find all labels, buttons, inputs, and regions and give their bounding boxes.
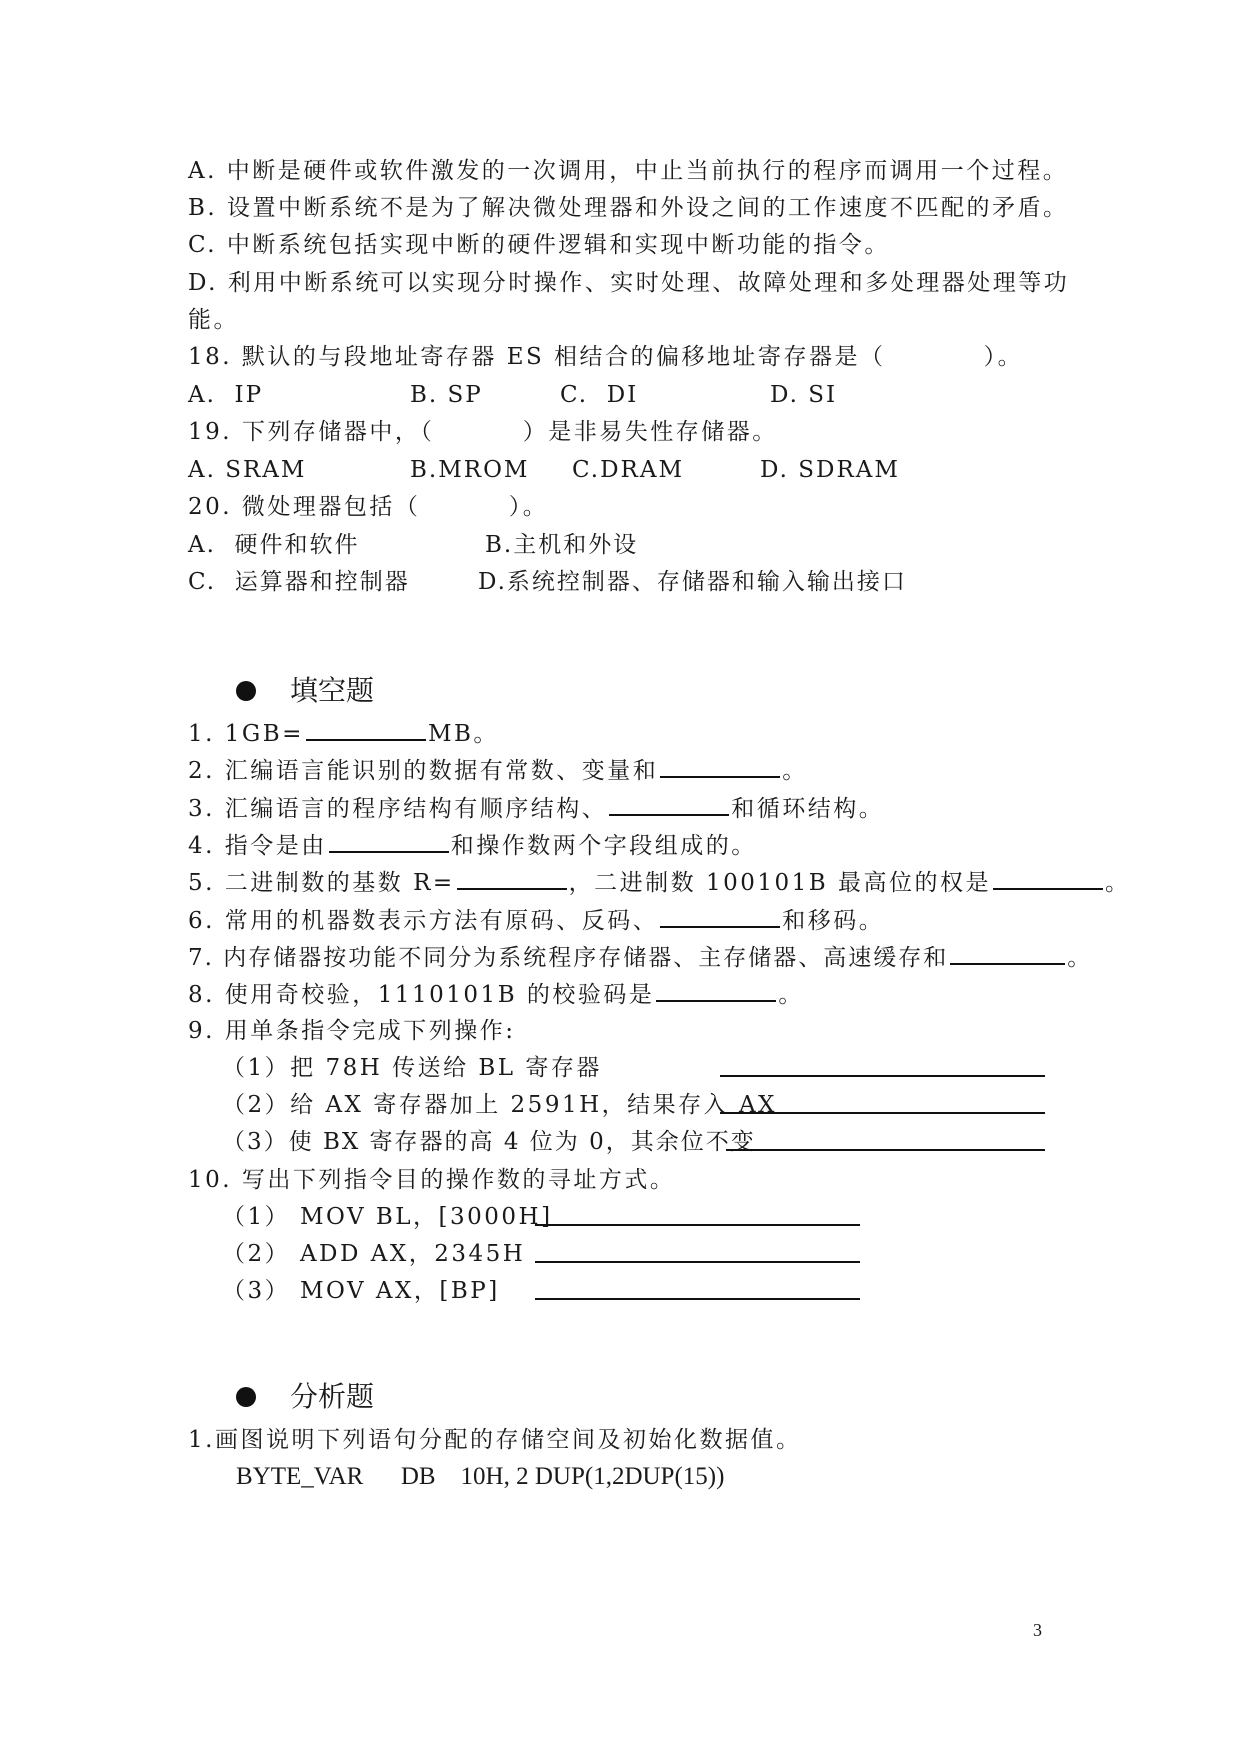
fill-q9-2: （2）给 AX 寄存器加上 2591H，结果存入 AX <box>222 1092 777 1118</box>
answer-line[interactable] <box>720 1112 1045 1114</box>
answer-line[interactable] <box>535 1298 860 1300</box>
fill-q5: 5. 二进制数的基数 R= ，二进制数 100101B 最高位的权是 。 <box>188 866 1130 898</box>
answer-blank[interactable] <box>950 941 1065 965</box>
fill-q9: 9. 用单条指令完成下列操作: <box>188 1018 516 1044</box>
answer-blank[interactable] <box>993 866 1103 890</box>
q18-stem: 18. 默认的与段地址寄存器 ES 相结合的偏移地址寄存器是（ ）。 <box>188 344 1024 370</box>
answer-line[interactable] <box>720 1075 1045 1077</box>
answer-line[interactable] <box>535 1224 860 1226</box>
analysis-section-title: 分析题 <box>290 1380 375 1413</box>
fill-q2: 2. 汇编语言能识别的数据有常数、变量和 。 <box>188 754 808 786</box>
analysis-q1: 1.画图说明下列语句分配的存储空间及初始化数据值。 <box>188 1427 802 1453</box>
q18-option-c: C. DI <box>560 382 639 408</box>
fill-q6: 6. 常用的机器数表示方法有原码、反码、 和移码。 <box>188 904 884 936</box>
q19-option-a: A. SRAM <box>188 457 307 483</box>
q18-option-d: D. SI <box>770 382 838 408</box>
q19-option-b: B.MROM <box>410 457 530 483</box>
answer-blank[interactable] <box>306 717 426 741</box>
answer-line[interactable] <box>535 1261 860 1263</box>
q18-option-b: B. SP <box>410 382 483 408</box>
page-number: 3 <box>1033 1620 1042 1640</box>
analysis-code-line: BYTE_VAR DB 10H, 2 DUP(1,2DUP(15)) <box>236 1463 725 1490</box>
answer-blank[interactable] <box>609 792 729 816</box>
answer-blank[interactable] <box>457 866 567 890</box>
fill-q9-3: （3）使 BX 寄存器的高 4 位为 0，其余位不变 <box>222 1129 756 1155</box>
q17-option-d: D. 利用中断系统可以实现分时操作、实时处理、故障处理和多处理器处理等功 <box>188 270 1070 296</box>
fill-section-title: 填空题 <box>290 674 375 707</box>
answer-blank[interactable] <box>660 904 780 928</box>
q17-option-c: C. 中断系统包括实现中断的硬件逻辑和实现中断功能的指令。 <box>188 232 890 258</box>
q20-option-a: A. 硬件和软件 <box>188 532 360 558</box>
fill-q1: 1. 1GB= MB。 <box>188 717 499 749</box>
q17-option-d-continued: 能。 <box>188 307 239 333</box>
fill-q10: 10. 写出下列指令目的操作数的寻址方式。 <box>188 1167 676 1193</box>
q17-option-b: B. 设置中断系统不是为了解决微处理器和外设之间的工作速度不匹配的矛盾。 <box>188 195 1069 221</box>
fill-q4: 4. 指令是由 和操作数两个字段组成的。 <box>188 829 757 861</box>
bullet-icon <box>236 1387 256 1407</box>
answer-blank[interactable] <box>660 754 780 778</box>
q17-option-a: A. 中断是硬件或软件激发的一次调用，中止当前执行的程序而调用一个过程。 <box>188 158 1069 184</box>
answer-line[interactable] <box>726 1149 1045 1151</box>
fill-q10-1: （1） MOV BL，[3000H] <box>222 1204 553 1230</box>
q19-option-d: D. SDRAM <box>760 457 900 483</box>
fill-q8: 8. 使用奇校验，1110101B 的校验码是 。 <box>188 978 804 1010</box>
answer-blank[interactable] <box>329 829 449 853</box>
fill-q10-2: （2） ADD AX，2345H <box>222 1241 526 1267</box>
q20-option-c: C. 运算器和控制器 <box>188 569 410 595</box>
q20-stem: 20. 微处理器包括（ ）。 <box>188 494 549 520</box>
q20-option-b: B.主机和外设 <box>485 532 639 558</box>
q20-option-d: D.系统控制器、存储器和输入输出接口 <box>478 569 907 595</box>
q18-option-a: A. IP <box>188 382 264 408</box>
q19-stem: 19. 下列存储器中，（ ）是非易失性存储器。 <box>188 419 778 445</box>
fill-q7: 7. 内存储器按功能不同分为系统程序存储器、主存储器、高速缓存和 。 <box>188 941 1092 973</box>
fill-q3: 3. 汇编语言的程序结构有顺序结构、 和循环结构。 <box>188 792 884 824</box>
answer-blank[interactable] <box>656 978 776 1002</box>
q19-option-c: C.DRAM <box>572 457 685 483</box>
fill-q10-3: （3） MOV AX，[BP] <box>222 1278 500 1304</box>
fill-q9-1: （1）把 78H 传送给 BL 寄存器 <box>222 1055 602 1081</box>
bullet-icon <box>236 681 256 701</box>
